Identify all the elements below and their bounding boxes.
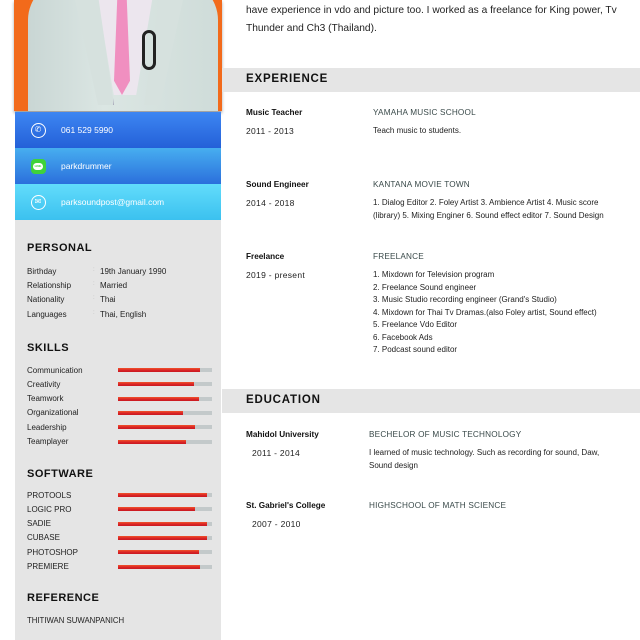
personal-row [27, 281, 127, 290]
software-bar-fill [118, 507, 195, 511]
experience-role: Music Teacher [246, 108, 303, 117]
skills-item [27, 406, 217, 420]
skills-label: Creativity [27, 379, 61, 389]
software-bar-fill [118, 493, 207, 497]
education-description [369, 447, 599, 472]
software-label: SADIE [27, 519, 52, 529]
description-line: 3. Music Studio recording engineer (Grand's Studio) [373, 295, 557, 304]
skills-label: Leadership [27, 422, 67, 432]
software-bar-fill [118, 565, 200, 569]
education-section-header [222, 389, 640, 413]
contact-phone[interactable] [15, 112, 221, 148]
skills-item [27, 420, 217, 434]
education-degree: HIGHSCHOOL OF MATH SCIENCE [369, 501, 507, 510]
description-line: (library) 5. Mixing Enginer 6. Sound effect editor 7. Sound Design [373, 210, 604, 220]
personal-heading: PERSONAL [27, 242, 93, 254]
photo-glasses [142, 30, 156, 70]
personal-value: Thai, English [100, 310, 147, 319]
software-item [27, 545, 217, 559]
experience-heading: EXPERIENCE [246, 73, 329, 85]
software-label: PROTOOLS [27, 490, 72, 500]
experience-description [373, 269, 597, 357]
phone-icon: ✆ [30, 122, 46, 138]
software-item [27, 517, 217, 531]
experience-role: Sound Engineer [246, 180, 309, 189]
description-line: Sound design [369, 460, 418, 470]
software-item [27, 488, 217, 502]
description-line: 6. Facebook Ads [373, 332, 433, 342]
software-bar-track [118, 522, 212, 526]
skills-label: Organizational [27, 408, 79, 418]
software-bar-fill [118, 550, 199, 554]
experience-dates: 2011 - 2013 [246, 126, 295, 136]
skills-bar-track [118, 440, 212, 444]
description-line: 1. Dialog Editor 2. Foley Artist 3. Ambience Artist 4. Music score [373, 198, 599, 207]
skills-heading: SKILLS [27, 342, 70, 354]
skills-item [27, 363, 217, 377]
skills-item [27, 392, 217, 406]
experience-section-header [222, 68, 640, 92]
experience-description [373, 197, 604, 222]
experience-role: Freelance [246, 252, 285, 261]
skills-bar-fill [118, 368, 200, 372]
description-line: 7. Podcast sound editor [373, 345, 458, 354]
software-label: LOGIC PRO [27, 504, 72, 514]
reference-heading: REFERENCE [27, 592, 100, 604]
experience-dates: 2014 - 2018 [246, 198, 295, 208]
skills-bar-fill [118, 397, 199, 401]
education-degree: BECHELOR OF MUSIC TECHNOLOGY [369, 430, 522, 439]
contact-phone-text: 061 529 5990 [61, 125, 113, 135]
software-bar-track [118, 550, 212, 554]
intro-line: Thunder and Ch3 (Thailand). [246, 23, 377, 34]
software-bar-track [118, 507, 212, 511]
description-line: 2. Freelance Sound engineer [373, 282, 477, 292]
description-line: 4. Mixdown for Thai Tv Dramas.(also Foley artist, Sound effect) [373, 307, 597, 317]
personal-value: Thai [100, 295, 116, 304]
software-bar-fill [118, 536, 207, 540]
education-dates: 2011 - 2014 [252, 448, 301, 458]
education-school: St. Gabriel's College [246, 501, 326, 510]
profile-photo [14, 0, 222, 111]
software-label: CUBASE [27, 533, 60, 543]
experience-company: KANTANA MOVIE TOWN [373, 180, 470, 189]
personal-row [27, 267, 166, 276]
personal-separator: : [93, 281, 95, 287]
software-label: PHOTOSHOP [27, 547, 78, 557]
skills-bar-fill [118, 425, 195, 429]
personal-label: Relationship [27, 281, 72, 290]
personal-row [27, 310, 146, 319]
education-heading: EDUCATION [246, 394, 321, 406]
experience-description [373, 125, 461, 138]
personal-separator: : [93, 295, 95, 301]
personal-label: Birthday [27, 267, 57, 276]
skills-label: Communication [27, 365, 83, 375]
software-label: PREMIERE [27, 562, 69, 571]
skills-bar-track [118, 368, 212, 372]
profile-intro [246, 2, 631, 38]
contact-line-text: parkdrummer [61, 161, 112, 171]
experience-dates: 2019 - present [246, 270, 306, 280]
contact-email-text[interactable]: parksoundpost@gmail.com [61, 197, 165, 207]
personal-value: Married [100, 281, 128, 290]
description-line: I learned of music technology. Such as recording for sound, Daw, [369, 448, 600, 457]
description-line: 5. Freelance Vdo Editor [373, 320, 458, 329]
contact-email[interactable] [15, 184, 221, 220]
software-item [27, 531, 217, 545]
line-icon-text: LINE [34, 163, 42, 168]
skills-item [27, 377, 217, 391]
software-heading: SOFTWARE [27, 468, 94, 480]
experience-company: YAMAHA MUSIC SCHOOL [373, 108, 476, 117]
personal-label: Nationality [27, 295, 65, 304]
experience-company: FREELANCE [373, 252, 424, 261]
personal-separator: : [93, 310, 95, 316]
skills-bar-fill [118, 382, 194, 386]
personal-row [27, 295, 116, 304]
education-school: Mahidol University [246, 430, 319, 439]
line-app-icon [30, 158, 46, 174]
skills-bar-track [118, 425, 212, 429]
software-bar-track [118, 565, 212, 569]
description-line: 1. Mixdown for Television program [373, 270, 495, 279]
description-line: Teach music to students. [373, 126, 462, 135]
skills-label: Teamplayer [27, 437, 69, 446]
software-bar-fill [118, 522, 207, 526]
software-item [27, 560, 217, 574]
personal-label: Languages [27, 310, 67, 319]
software-item [27, 502, 217, 516]
software-bar-track [118, 536, 212, 540]
skills-bar-track [118, 382, 212, 386]
contact-line[interactable] [15, 148, 221, 184]
skills-bar-track [118, 397, 212, 401]
skills-bar-fill [118, 440, 186, 444]
skills-bar-track [118, 411, 212, 415]
personal-value: 19th January 1990 [100, 267, 167, 276]
skills-bar-fill [118, 411, 183, 415]
education-dates: 2007 - 2010 [252, 519, 301, 529]
mail-icon: ✉ [30, 194, 46, 210]
software-bar-track [118, 493, 212, 497]
skills-item [27, 435, 217, 449]
skills-label: Teamwork [27, 394, 64, 404]
intro-line: have experience in vdo and picture too. I worked as a freelance for King power, Tv [246, 5, 617, 16]
personal-separator: : [93, 267, 95, 273]
reference-name: THITIWAN SUWANPANICH [27, 616, 125, 625]
